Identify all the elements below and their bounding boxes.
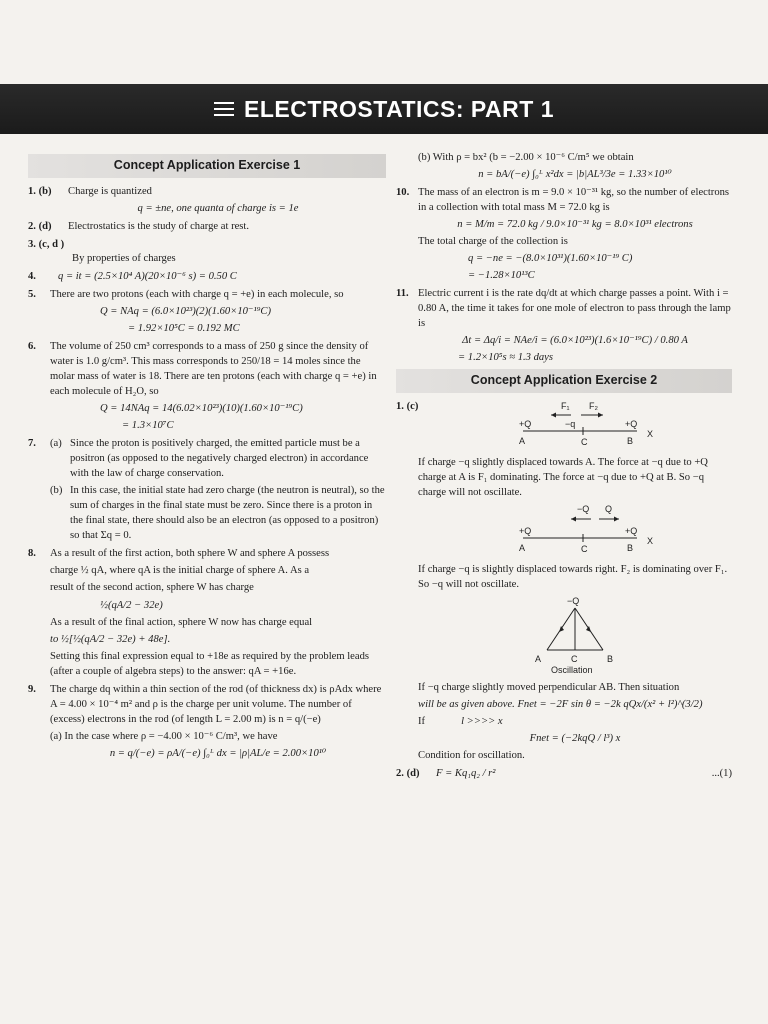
left-column	[28, 150, 386, 764]
answer-number: 9.	[28, 683, 36, 695]
equation: n = bA/(−e) ∫₀ᴸ x²dx = |b|AL³/3e = 1.33×10¹⁰	[478, 169, 672, 181]
condition-row	[418, 714, 732, 729]
answer-number: 11.	[396, 288, 409, 300]
answer-1	[28, 184, 386, 216]
axis-label: X	[647, 536, 654, 547]
charge-diagram-1	[475, 399, 675, 451]
if-label: If	[418, 716, 426, 728]
chapter-title: ELECTROSTATICS: PART 1	[244, 95, 554, 122]
equation: = 1.3×10⁷C	[122, 420, 174, 432]
answer-3	[28, 237, 386, 266]
answer-text: The mass of an electron is m = 9.0 × 10⁻³¹ kg, so the number of electrons in a collection with total mass M = 72.0 kg is	[418, 187, 730, 214]
answer-text: will be as given above. Fnet = −2F sin θ = −2k qQx/(x² + l²)^(3/2)	[418, 699, 703, 711]
charge-label: +Q	[625, 419, 638, 430]
charge-label: −q	[565, 419, 576, 430]
section-heading-2: Concept Application Exercise 2	[396, 369, 732, 393]
arrowhead	[586, 626, 591, 632]
answer-number: 4.	[28, 270, 36, 282]
answer-number: 1. (c)	[396, 401, 419, 413]
answer-text: If charge −q slightly displaced towards A. The force at −q due to +Q charge at A is F₁ dominating. The force at −q due to +Q at B. So −q charge will not oscillate.	[418, 457, 708, 499]
answer-9b	[396, 150, 732, 182]
arrowhead	[571, 517, 576, 522]
force-label: F₂	[589, 401, 598, 412]
answer-text: Electrostatics is the study of charge at rest.	[68, 220, 250, 232]
answer-text: By properties of charges	[72, 252, 176, 264]
answer-c2	[396, 766, 732, 781]
answer-text: Charge is quantized	[68, 185, 152, 197]
charge-label: +Q	[519, 419, 532, 430]
answer-4	[28, 269, 386, 284]
point-label: B	[627, 436, 634, 447]
equation: q = it = (2.5×10⁴ A)(20×10⁻⁶ s) = 0.50 C	[58, 270, 237, 282]
diagram-caption: Oscillation	[551, 665, 593, 676]
answer-text: As a result of the final action, sphere W now has charge equal	[50, 616, 313, 628]
answer-text: In this case, the initial state had zero charge (the neutron is neutral), so the sum of charges in the final state must be zero. Since there is a proton in the final state, there should also be an electron (as opposed to a positron) so that Σq = 0.	[70, 485, 385, 542]
charge-label: Q	[605, 504, 613, 515]
point-label: B	[627, 543, 634, 554]
point-label: C	[571, 654, 578, 665]
equation: n = M/m = 72.0 kg / 9.0×10⁻³¹ kg = 8.0×10³¹ electrons	[457, 219, 693, 231]
chapter-banner	[0, 84, 768, 134]
answer-5	[28, 287, 386, 336]
equation: = 1.2×10⁵s ≈ 1.3 days	[458, 352, 554, 364]
answer-text: If −q charge slightly moved perpendicular AB. Then situation	[418, 682, 680, 694]
equation-tag: ...(1)	[711, 768, 732, 780]
answer-number: 8.	[28, 548, 36, 560]
answer-text: (b) With ρ = bx² (b = −2.00 × 10⁻⁶ C/m⁵ we obtain	[418, 152, 634, 163]
answer-number: 3. (c, d )	[28, 238, 65, 250]
equation: Δt = Δq/i = NAe/i = (6.0×10²³)(1.6×10⁻¹⁹C) / 0.80 A	[462, 335, 688, 347]
arrowhead	[551, 413, 556, 418]
equation: q = −ne = −(8.0×10³¹)(1.60×10⁻¹⁹ C)	[468, 253, 633, 265]
equation: ½(qA/2 − 32e)	[100, 599, 163, 611]
charge-label: +Q	[625, 526, 638, 537]
charge-label: −Q	[577, 504, 590, 515]
answer-number: 5.	[28, 288, 36, 300]
point-label: C	[581, 544, 588, 555]
equation: to ½[½(qA/2 − 32e) + 48e].	[50, 633, 171, 645]
answer-text: As a result of the first action, both sphere W and sphere A possess	[50, 548, 330, 560]
answer-text: The volume of 250 cm³ corresponds to a mass of 250 g since the density of water is 1.0 g/cm³. This mass corresponds to 250/18 = 14 moles since the molar mass of water is 18. There are ten protons (each with charge q = +e) in each molecule of H₂O, so	[50, 341, 377, 398]
equation: F = Kq₁q₂ / r²	[436, 768, 496, 780]
answer-text: result of the second action, sphere W has charge	[50, 582, 254, 594]
answer-text: If charge −q is slightly displaced towards right. F₂ is dominating over F₁. So −q will not oscillate.	[418, 564, 728, 591]
equation: q = ±ne, one quanta of charge is = 1e	[137, 202, 299, 214]
arrowhead	[614, 517, 619, 522]
equation: Fnet = (−2kqQ / l³) x	[529, 733, 621, 745]
part-label: (a)	[50, 438, 62, 450]
answer-number: 6.	[28, 341, 36, 352]
answer-text: Setting this final expression equal to +18e as required by the problem leads (after a couple of algebra steps) to the answer: qA = +16e.	[50, 650, 370, 677]
point-label: A	[519, 543, 526, 554]
answer-number: 2. (d)	[28, 220, 52, 232]
answer-7b	[50, 483, 386, 543]
answer-11	[396, 286, 732, 365]
answer-number: 2. (d)	[396, 768, 420, 780]
answer-text: The charge dq within a thin section of the rod (of thickness dx) is ρAdx where A = 4.00 × 10⁻⁴ m² and ρ is the charge per unit volume. The number of (excess) electrons in the rod (of length L = 2.00 m) is n = q/(−e)	[50, 683, 382, 725]
right-column	[396, 150, 732, 785]
answer-text: There are two protons (each with charge q = +e) in each molecule, so	[50, 288, 344, 300]
answer-8	[28, 546, 386, 678]
answer-c1	[396, 399, 732, 763]
point-label: A	[519, 436, 526, 447]
point-label: B	[607, 654, 614, 665]
answer-10	[396, 185, 732, 283]
arrowhead	[559, 626, 564, 632]
equation: Q = 14NAq = 14(6.02×10²³)(10)(1.60×10⁻¹⁹C)	[100, 403, 303, 415]
charge-diagram-2	[475, 502, 675, 558]
equation: n = q/(−e) = ρA/(−e) ∫₀ᴸ dx = |ρ|AL/e = 2.00×10¹⁰	[109, 747, 327, 759]
answer-number: 10.	[396, 187, 410, 199]
charge-label: +Q	[519, 526, 532, 537]
answer-9	[28, 682, 386, 761]
arrowhead	[598, 413, 603, 418]
answer-text: charge ½ qA, where qA is the initial charge of sphere A. As a	[50, 565, 310, 577]
answer-text: Condition for oscillation.	[418, 750, 525, 762]
answer-number: 1. (b)	[28, 185, 52, 197]
force-label: F₁	[561, 401, 570, 412]
equation: = −1.28×10¹³C	[468, 270, 535, 282]
equation: Q = NAq = (6.0×10²³)(2)(1.60×10⁻¹⁹C)	[100, 305, 271, 317]
answer-text: (a) In the case where ρ = −4.00 × 10⁻⁶ C/m³, we have	[50, 730, 278, 742]
section-heading-1: Concept Application Exercise 1	[28, 154, 386, 178]
answer-2	[28, 219, 386, 234]
answer-text: Electric current i is the rate dq/dt at which charge passes a point. With i = 0.80 A, the time it takes for one mole of electron to pass through the lamp is	[418, 288, 731, 330]
answer-7	[28, 436, 386, 543]
if-condition: l >>>> x	[461, 716, 503, 728]
answer-text: Since the proton is positively charged, the emitted particle must be a positron (as opposed to the negatively charged electron) in accordance with the law of charge conservation.	[70, 438, 369, 480]
answer-number: 7.	[28, 438, 36, 450]
part-label: (b)	[50, 485, 63, 497]
answer-text: The total charge of the collection is	[418, 236, 568, 248]
answer-7a	[50, 436, 386, 481]
charge-label: −Q	[567, 596, 580, 607]
axis-label: X	[647, 429, 654, 440]
equation: = 1.92×10⁵C = 0.192 MC	[128, 322, 240, 334]
oscillation-diagram	[475, 594, 675, 676]
answer-6	[28, 339, 386, 433]
point-label: A	[535, 654, 542, 665]
point-label: C	[581, 437, 588, 448]
menu-icon	[214, 98, 234, 120]
